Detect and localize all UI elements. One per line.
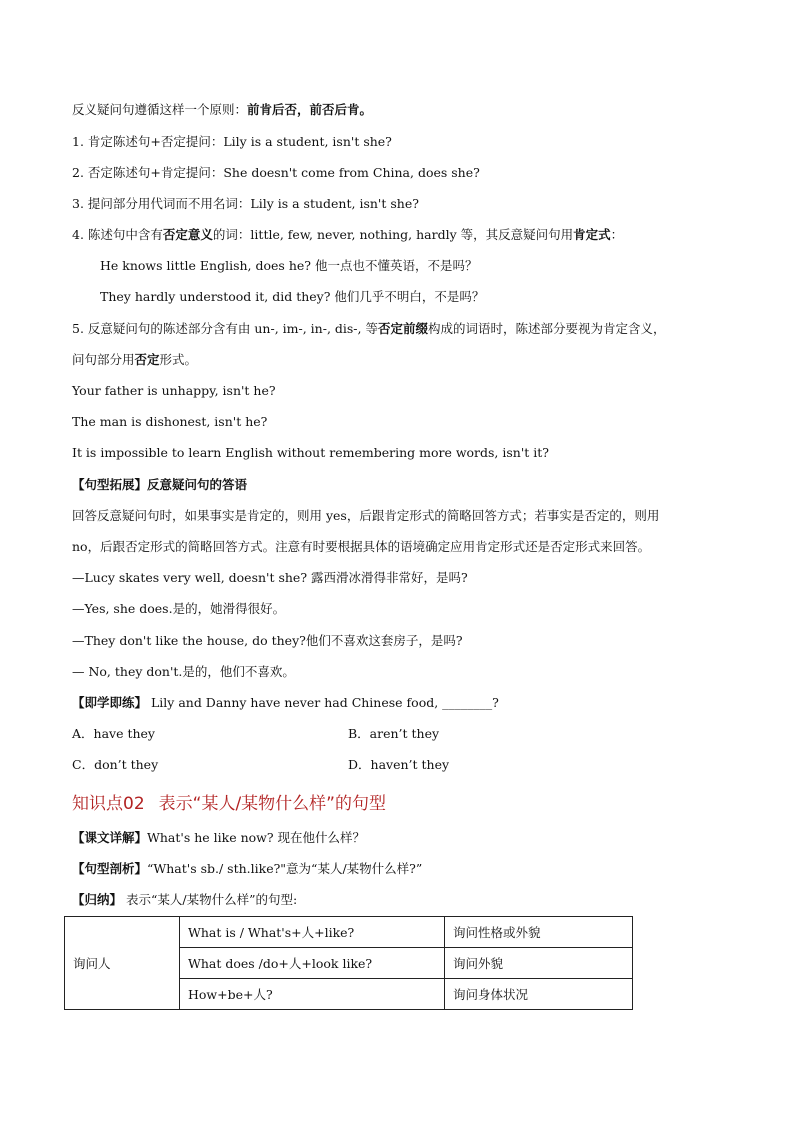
practice-label: 【即学即练】 bbox=[72, 695, 148, 710]
expand-heading bbox=[72, 477, 247, 493]
dialog-line-2: —Yes, she does.是的，她滑得很好。 bbox=[72, 601, 286, 616]
summary-line bbox=[72, 892, 297, 908]
pattern-table bbox=[64, 916, 633, 1010]
practice-line bbox=[72, 695, 499, 711]
summary-text: 表示“某人/某物什么样”的句型: bbox=[122, 892, 298, 907]
table-meaning: 询问性格或外貌 bbox=[445, 917, 633, 948]
practice-question: Lily and Danny have never had Chinese food, ________? bbox=[151, 695, 499, 710]
rule-3: 3. 提问部分用代词而不用名词：Lily is a student, isn't she? bbox=[72, 196, 419, 211]
expand-title: 反意疑问句的答语 bbox=[147, 477, 248, 492]
rule-4-example-2: They hardly understood it, did they? 他们几乎不明白，不是吗？ bbox=[100, 289, 485, 304]
lesson-text: What's he like now? 现在他什么样？ bbox=[147, 830, 366, 845]
answer-text-2: no，后跟否定形式的简略回答方式。注意有时要根据具体的语境确定应用肯定形式还是否定形式来回答。 bbox=[72, 539, 651, 554]
intro-line bbox=[72, 102, 372, 118]
lesson-label: 【课文详解】 bbox=[72, 830, 148, 845]
analysis-text: “What's sb./ sth.like?"意为“某人/某物什么样?” bbox=[147, 861, 423, 876]
dialog-line-4: — No, they don't.是的，他们不喜欢。 bbox=[72, 664, 295, 679]
intro-text: 反义疑问句遵循这样一个原则： bbox=[72, 102, 248, 117]
rule-2: 2. 否定陈述句+肯定提问：She doesn't come from China, does she? bbox=[72, 165, 480, 180]
rule-5-example-3: It is impossible to learn English without remembering more words, isn't it? bbox=[72, 445, 550, 460]
option-b[interactable]: B．aren’t they bbox=[348, 726, 440, 741]
dialog-line-1: —Lucy skates very well, doesn't she? 露西滑冰滑得非常好，是吗? bbox=[72, 570, 468, 585]
analysis-line bbox=[72, 861, 422, 877]
analysis-label: 【句型剖析】 bbox=[72, 861, 148, 876]
summary-label: 【归纳】 bbox=[72, 892, 123, 907]
knowledge-point-heading bbox=[72, 794, 386, 814]
option-c[interactable]: C．don’t they bbox=[72, 757, 159, 772]
rule-5: 5. 反意疑问句的陈述部分含有由 un-, im-, in-, dis-, 等否定前缀构成的词语时，陈述部分要视为肯定含义， bbox=[72, 321, 666, 336]
lesson-line bbox=[72, 830, 365, 846]
option-a[interactable]: A．have they bbox=[72, 726, 155, 741]
dialog-line-3: —They don't like the house, do they?他们不喜欢这套房子，是吗? bbox=[72, 633, 463, 648]
intro-principle: 前肯后否，前否后肯。 bbox=[247, 102, 373, 117]
table-group-label: 询问人 bbox=[65, 917, 180, 1010]
rule-1: 1. 肯定陈述句+否定提问：Lily is a student, isn't she? bbox=[72, 134, 392, 149]
table-pattern: What does /do+人+look like? bbox=[180, 948, 445, 979]
expand-label: 【句型拓展】 bbox=[72, 477, 148, 492]
table-pattern: What is / What's+人+like? bbox=[180, 917, 445, 948]
rule-4-example-1: He knows little English, does he? 他一点也不懂英语，不是吗？ bbox=[100, 258, 478, 273]
knowledge-point-number: 知识点02 bbox=[72, 794, 145, 814]
table-meaning: 询问外貌 bbox=[445, 948, 633, 979]
rule-5-example-2: The man is dishonest, isn't he? bbox=[72, 414, 268, 429]
table-meaning: 询问身体状况 bbox=[445, 979, 633, 1010]
option-d[interactable]: D．haven’t they bbox=[348, 757, 450, 772]
table-row bbox=[65, 917, 633, 948]
knowledge-point-title: 表示“某人/某物什么样”的句型 bbox=[158, 794, 386, 814]
rule-5-line-2: 问句部分用否定形式。 bbox=[72, 352, 198, 367]
rule-4: 4. 陈述句中含有否定意义的词：little, few, never, nothing, hardly 等，其反意疑问句用肯定式： bbox=[72, 227, 624, 242]
table-pattern: How+be+人? bbox=[180, 979, 445, 1010]
answer-text-1: 回答反意疑问句时，如果事实是肯定的，则用 yes，后跟肯定形式的简略回答方式；若事实是否定的，则用 bbox=[72, 508, 660, 523]
rule-5-example-1: Your father is unhappy, isn't he? bbox=[72, 383, 276, 398]
